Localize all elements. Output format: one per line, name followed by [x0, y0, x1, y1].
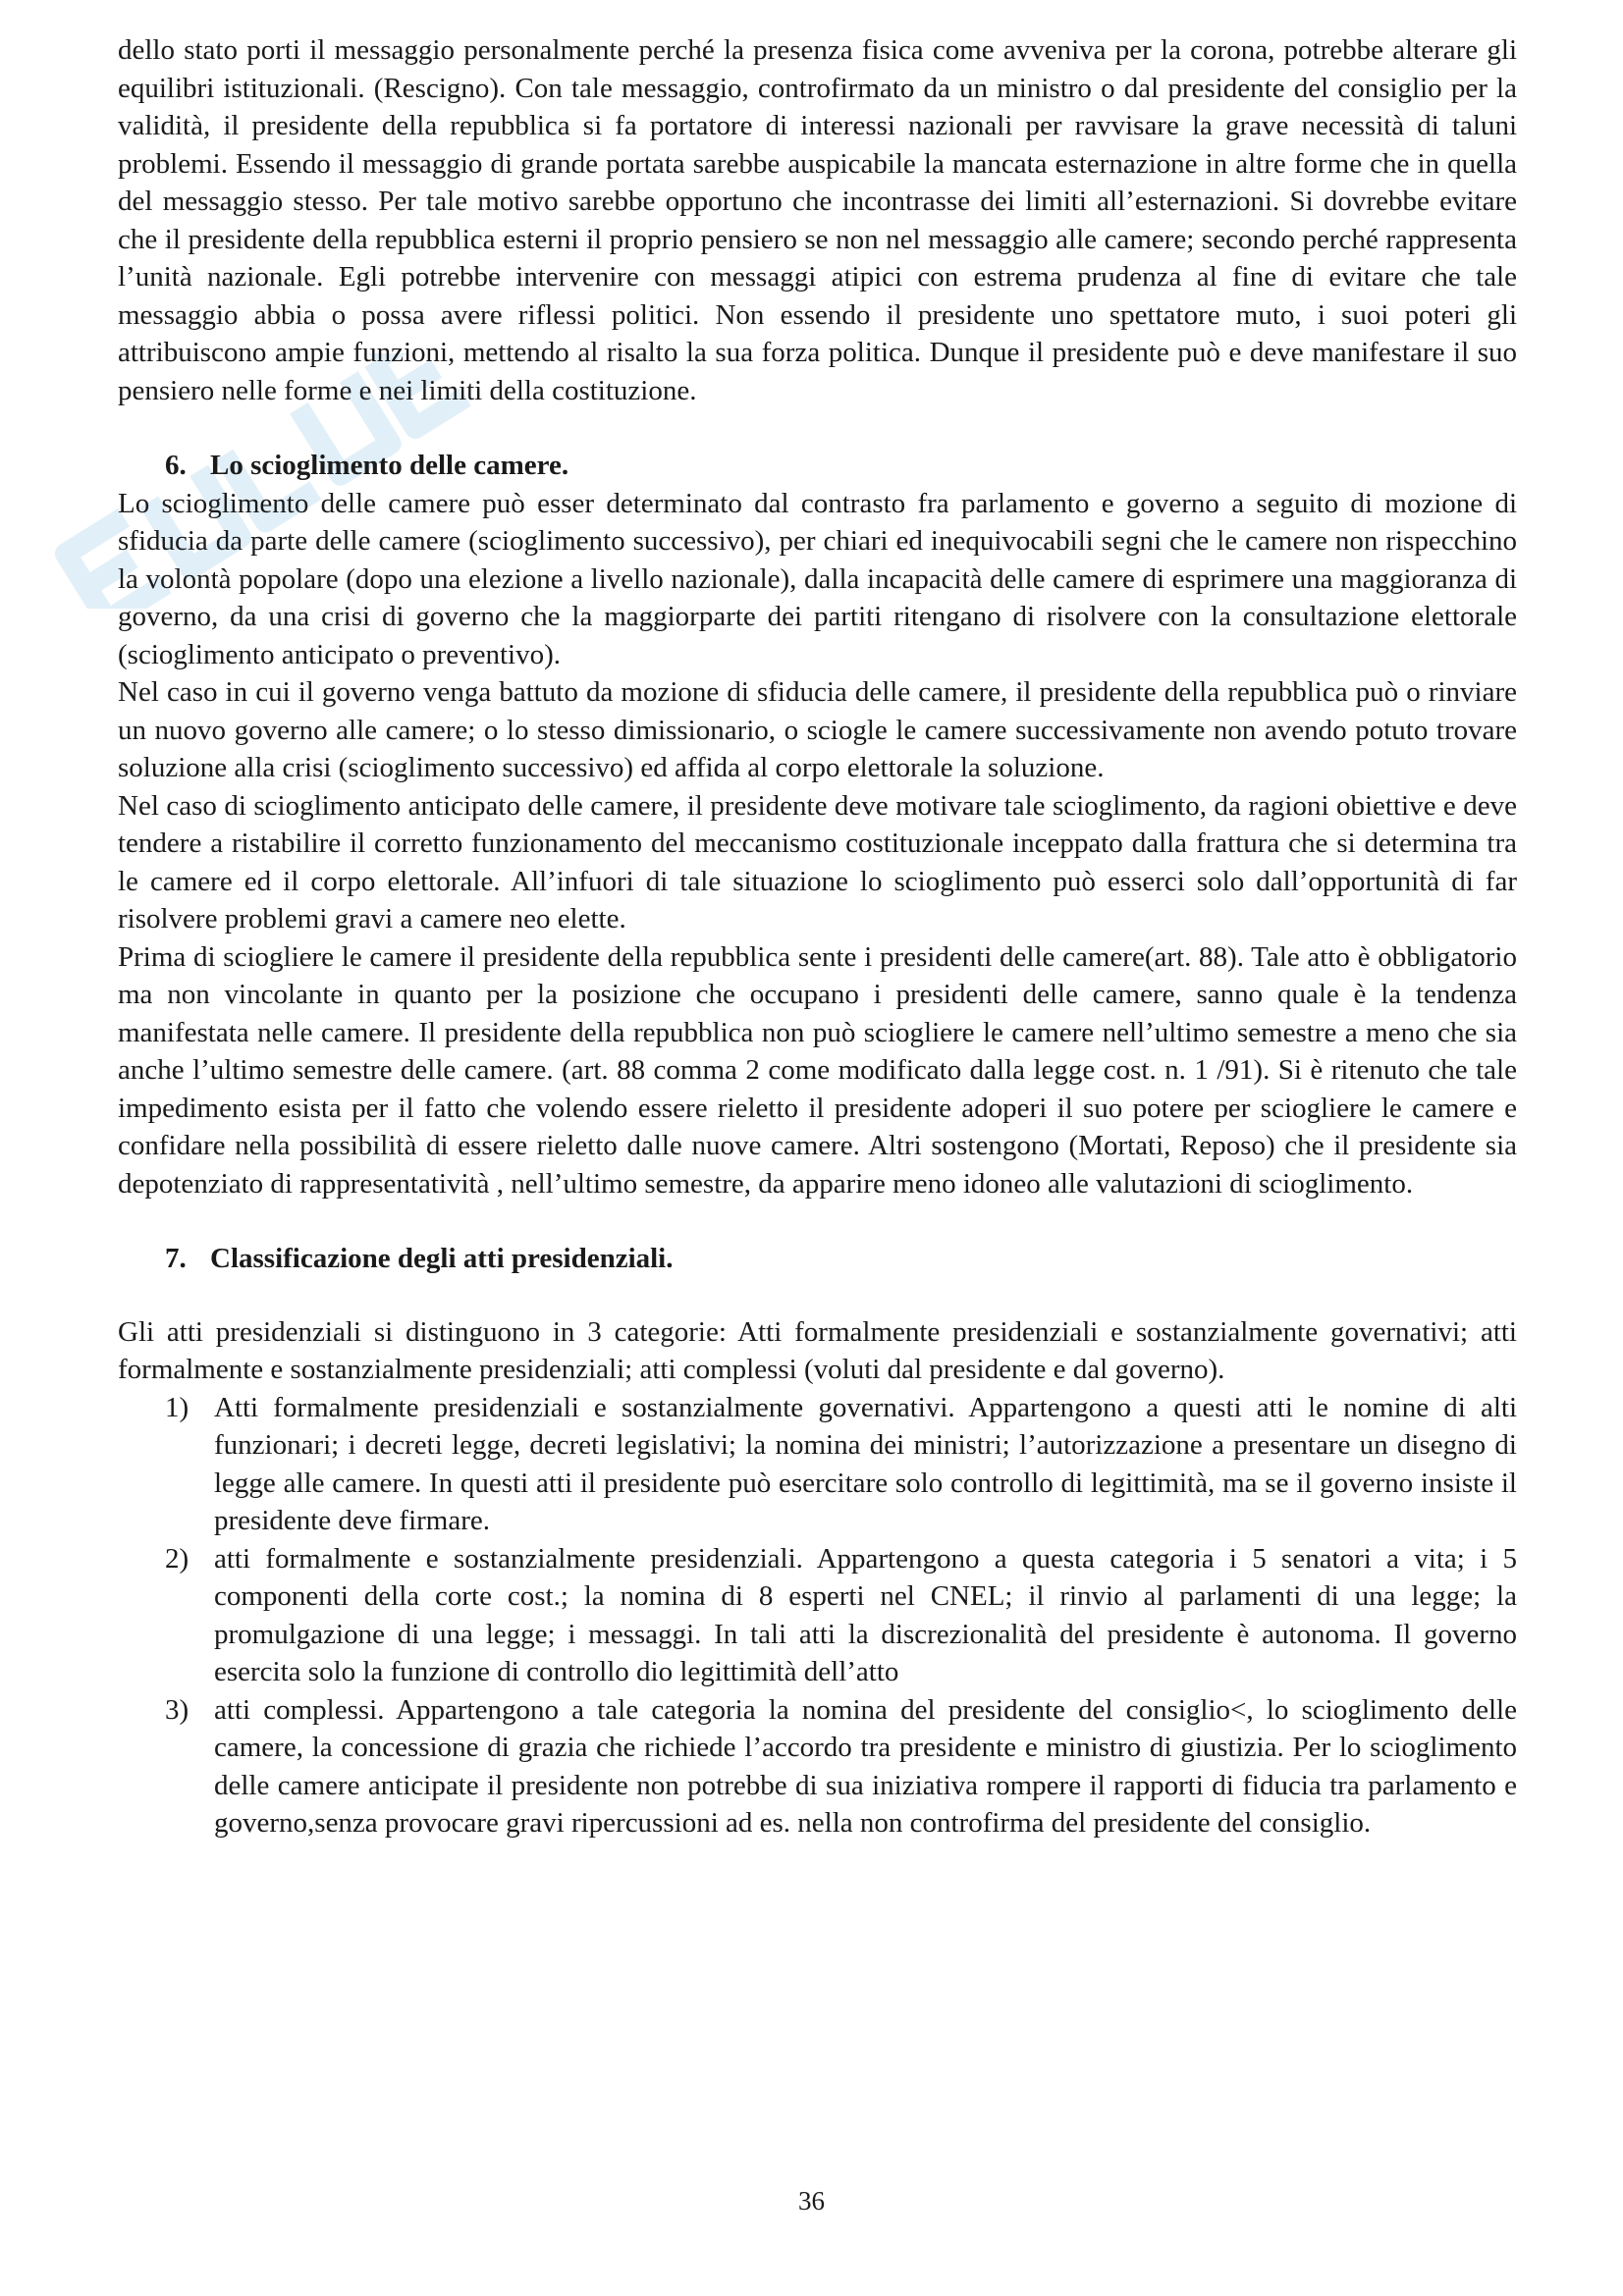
list-item	[118, 1389, 1517, 1540]
spacer	[118, 409, 1517, 447]
list-item-text: Atti formalmente presidenziali e sostanzialmente governativi. Appartengono a questi atti le nomine di alti funzionari; i decreti legge, decreti legislativi; la nomina dei ministri; l’autorizzazione a presentare un disegno di legge alle camere. In questi atti il presidente può esercitare solo controllo di legittimità, ma se il governo insiste il presidente deve firmare.	[214, 1391, 1517, 1536]
list-item-text: atti complessi. Appartengono a tale categoria la nomina del presidente del consiglio<, lo scioglimento delle camere, la concessione di grazia che richiede l’accordo tra presidente e ministro di giustizia. Per lo scioglimento delle camere anticipate il presidente non potrebbe di sua iniziativa rompere il rapporti di fiducia tra parlamento e governo,senza provocare gravi ripercussioni ad es. nella non controfirma del presidente del consiglio.	[214, 1693, 1517, 1839]
list-item-marker: 2)	[165, 1542, 189, 1575]
section-7-number: 7.	[165, 1243, 187, 1274]
section-7-title: Classificazione degli atti presidenziali.	[210, 1243, 674, 1274]
section-6-title: Lo scioglimento delle camere.	[210, 450, 569, 481]
section-6-paragraph-3: Nel caso di scioglimento anticipato delle camere, il presidente deve motivare tale scioglimento, da ragioni obiettive e deve tendere a ristabilire il corretto funzionamento del meccanismo costituzionale inceppato dalla frattura che si determina tra le camere ed il corpo elettorale. All’infuori di tale situazione lo scioglimento può esserci solo dall’opportunità di far risolvere problemi gravi a camere neo elette.	[118, 789, 1517, 934]
section-6-number: 6.	[165, 450, 187, 481]
page-number: 36	[798, 2186, 825, 2216]
section-6-paragraph-4: Prima di sciogliere le camere il presidente della repubblica sente i presidenti delle camere(art. 88). Tale atto è obbligatorio ma non vincolante in quanto per la posizione che occupano i presidenti delle camere, sanno quale è la tendenza manifestata nelle camere. Il presidente della repubblica non può sciogliere le camere nell’ultimo semestre a meno che sia anche l’ultimo semestre delle camere. (art. 88 comma 2 come modificato dalla legge cost. n. 1 /91). Si è ritenuto che tale impedimento esista per il fatto che volendo essere rieletto il presidente adoperi il suo potere per sciogliere le camere e confidare nella possibilità di essere rieletto dalle nuove camere. Altri sostengono (Mortati, Reposo) che il presidente sia depotenziato di rappresentatività , nell’ultimo semestre, da apparire meno idoneo alle valutazioni di scioglimento.	[118, 940, 1517, 1200]
list-item-text: atti formalmente e sostanzialmente presidenziali. Appartengono a questa categoria i 5 senatori a vita; i 5 componenti della corte cost.; la nomina di 8 esperti nel CNEL; il rinvio al parlamenti di una legge; la promulgazione di una legge; i messaggi. In tali atti la discrezionalità del presidente è autonoma. Il governo esercita solo la funzione di controllo dio legittimità dell’atto	[214, 1542, 1517, 1687]
list-item	[118, 1691, 1517, 1842]
spacer	[118, 1278, 1517, 1313]
list-item-marker: 3)	[165, 1693, 189, 1726]
section-7-intro: Gli atti presidenziali si distinguono in 3 categorie: Atti formalmente presidenziali e sostanzialmente governativi; atti formalmente e sostanzialmente presidenziali; atti complessi (voluti dal presidente e dal governo).	[118, 1315, 1517, 1385]
section-7-heading	[118, 1240, 1517, 1278]
document-page	[118, 31, 1517, 1842]
category-list	[118, 1389, 1517, 1842]
list-item	[118, 1540, 1517, 1691]
section-6-paragraph-2: Nel caso in cui il governo venga battuto da mozione di sfiducia delle camere, il presidente della repubblica può o rinviare un nuovo governo alle camere; o lo stesso dimissionario, o sciogle le camere successivamente non avendo potuto trovare soluzione alla crisi (scioglimento successivo) ed affida al corpo elettorale la soluzione.	[118, 676, 1517, 783]
intro-paragraph: dello stato porti il messaggio personalmente perché la presenza fisica come avveniva per la corona, potrebbe alterare gli equilibri istituzionali. (Rescigno). Con tale messaggio, controfirmato da un ministro o dal presidente del consiglio per la validità, il presidente della repubblica si fa portatore di interessi nazionali per ravvisare la grave necessità di taluni problemi. Essendo il messaggio di grande portata sarebbe auspicabile la mancata esternazione in altre forme che in quella del messaggio stesso. Per tale motivo sarebbe opportuno che incontrasse dei limiti all’esternazioni. Si dovrebbe evitare che il presidente della repubblica esterni il proprio pensiero se non nel messaggio alle camere; secondo perché rappresenta l’unità nazionale. Egli potrebbe intervenire con messaggi atipici con estrema prudenza al fine di evitare che tale messaggio abbia o possa avere riflessi politici. Non essendo il presidente uno spettatore muto, i suoi poteri gli attribuiscono ampie funzioni, mettendo al risalto la sua forza politica. Dunque il presidente può e deve manifestare il suo pensiero nelle forme e nei limiti della costituzione.	[118, 34, 1517, 406]
list-item-marker: 1)	[165, 1391, 189, 1423]
spacer	[118, 1202, 1517, 1240]
section-6-paragraph-1: Lo scioglimento delle camere può esser determinato dal contrasto fra parlamento e governo a seguito di mozione di sfiducia da parte delle camere (scioglimento successivo), per chiari ed inequivocabili segni che le camere non rispecchino la volontà popolare (dopo una elezione a livello nazionale), dalla incapacità delle camere di esprimere una maggioranza di governo, da una crisi di governo che la maggiorparte dei partiti ritengano di risolvere con la consultazione elettorale (scioglimento anticipato o preventivo).	[118, 487, 1517, 670]
section-6-heading	[118, 447, 1517, 485]
